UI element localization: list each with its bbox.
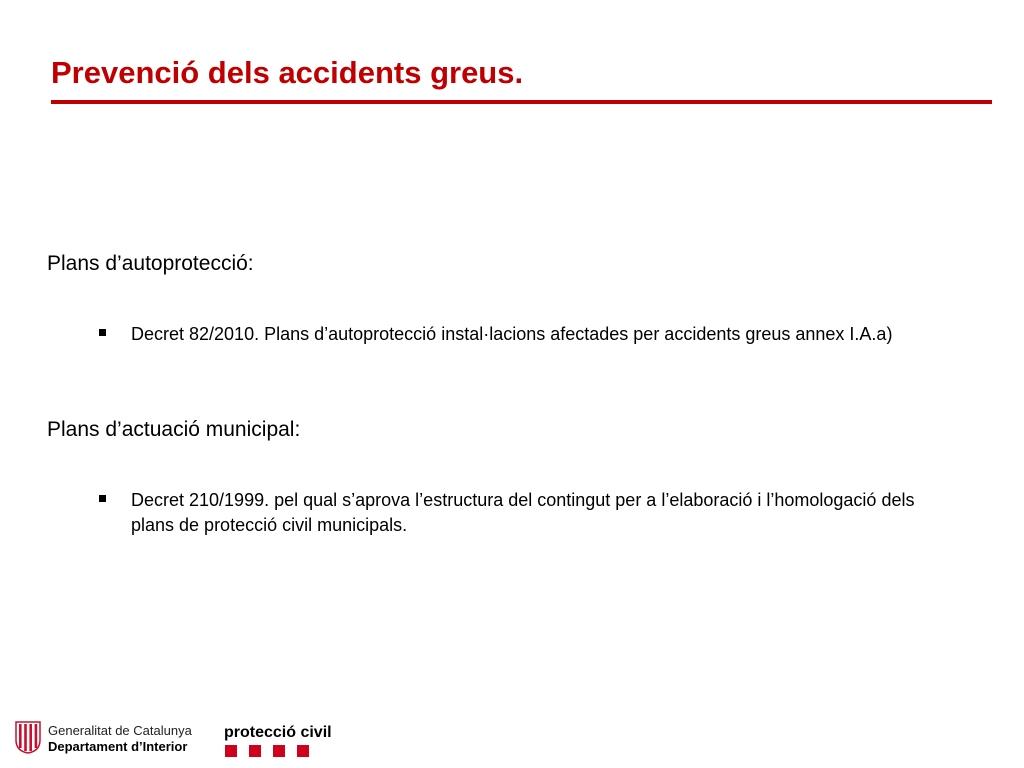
org-name: Generalitat de Catalunya [48,723,192,738]
square-bullet-icon [99,495,106,502]
footer-logos [14,720,374,760]
title-underline [51,100,992,104]
section-heading-autoproteccio: Plans d’autoprotecció: [47,252,254,275]
section-heading-actuacio-municipal: Plans d’actuació municipal: [47,418,301,441]
square-bullet-icon [99,329,106,336]
red-square-icon [249,745,261,757]
slide-title: Prevenció dels accidents greus. [51,55,524,90]
brand-squares-logo [225,745,321,757]
department-name: Departament d’Interior [48,739,188,754]
red-square-icon [273,745,285,757]
bullet-item [99,488,959,538]
bullet-item [99,322,959,347]
catalonia-emblem-icon [14,720,42,754]
bullet-text: Decret 210/1999. pel qual s’aprova l’estructura del contingut per a l’elaboració i l’homologació dels plans de protecció civil municipals. [131,490,915,535]
brand-name: protecció civil [224,724,332,741]
bullet-text: Decret 82/2010. Plans d’autoprotecció instal·lacions afectades per accidents greus annex I.A.a) [131,324,893,344]
red-square-icon [225,745,237,757]
red-square-icon [297,745,309,757]
